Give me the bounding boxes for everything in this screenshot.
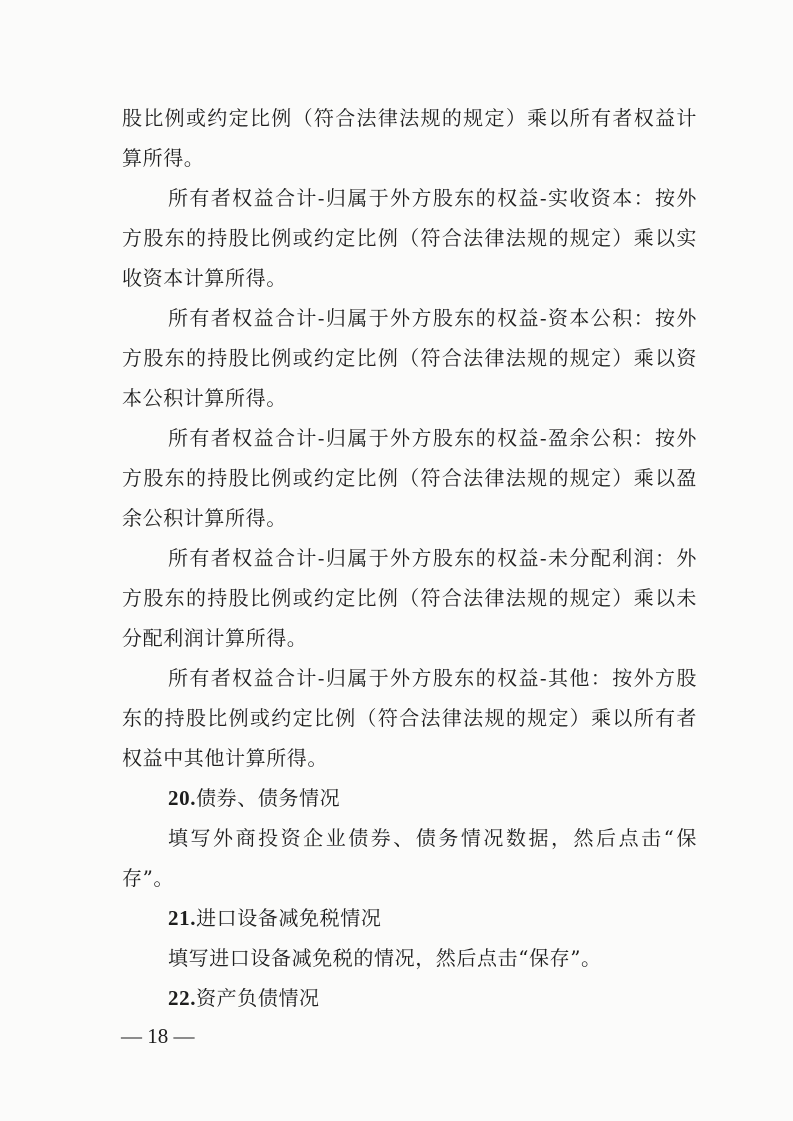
section-20-title: 债券、债务情况: [196, 786, 341, 810]
page-content: [122, 98, 697, 1018]
section-21-title: 进口设备减免税情况: [196, 906, 382, 930]
section-22-title: 资产负债情况: [196, 986, 320, 1010]
page-number: — 18 —: [121, 1024, 195, 1048]
section-21-number: 21.: [168, 906, 197, 930]
section-22-heading: [122, 978, 697, 1018]
section-22-number: 22.: [168, 986, 197, 1010]
paragraph-paid-in-capital: 所有者权益合计-归属于外方股东的权益-实收资本：按外方股东的持股比例或约定比例（符合法律法规的规定）乘以实收资本计算所得。: [122, 186, 697, 290]
paragraph-capital-reserve: 所有者权益合计-归属于外方股东的权益-资本公积：按外方股东的持股比例或约定比例（符合法律法规的规定）乘以资本公积计算所得。: [122, 306, 697, 410]
section-21-body: 填写进口设备减免税的情况，然后点击“保存”。: [168, 946, 602, 970]
section-20-heading: [122, 778, 697, 818]
paragraph-other-equity: 所有者权益合计-归属于外方股东的权益-其他：按外方股东的持股比例或约定比例（符合法律法规的规定）乘以所有者权益中其他计算所得。: [122, 666, 697, 770]
section-21-heading: [122, 898, 697, 938]
paragraph-surplus-reserve: 所有者权益合计-归属于外方股东的权益-盈余公积：按外方股东的持股比例或约定比例（符合法律法规的规定）乘以盈余公积计算所得。: [122, 426, 697, 530]
paragraph-undistributed-profit: 所有者权益合计-归属于外方股东的权益-未分配利润：外方股东的持股比例或约定比例（符合法律法规的规定）乘以未分配利润计算所得。: [122, 546, 697, 650]
section-20-number: 20.: [168, 786, 197, 810]
section-20-body: 填写外商投资企业债券、债务情况数据，然后点击“保存”。: [122, 826, 697, 890]
paragraph-continuation: 股比例或约定比例（符合法律法规的规定）乘以所有者权益计算所得。: [122, 106, 697, 170]
